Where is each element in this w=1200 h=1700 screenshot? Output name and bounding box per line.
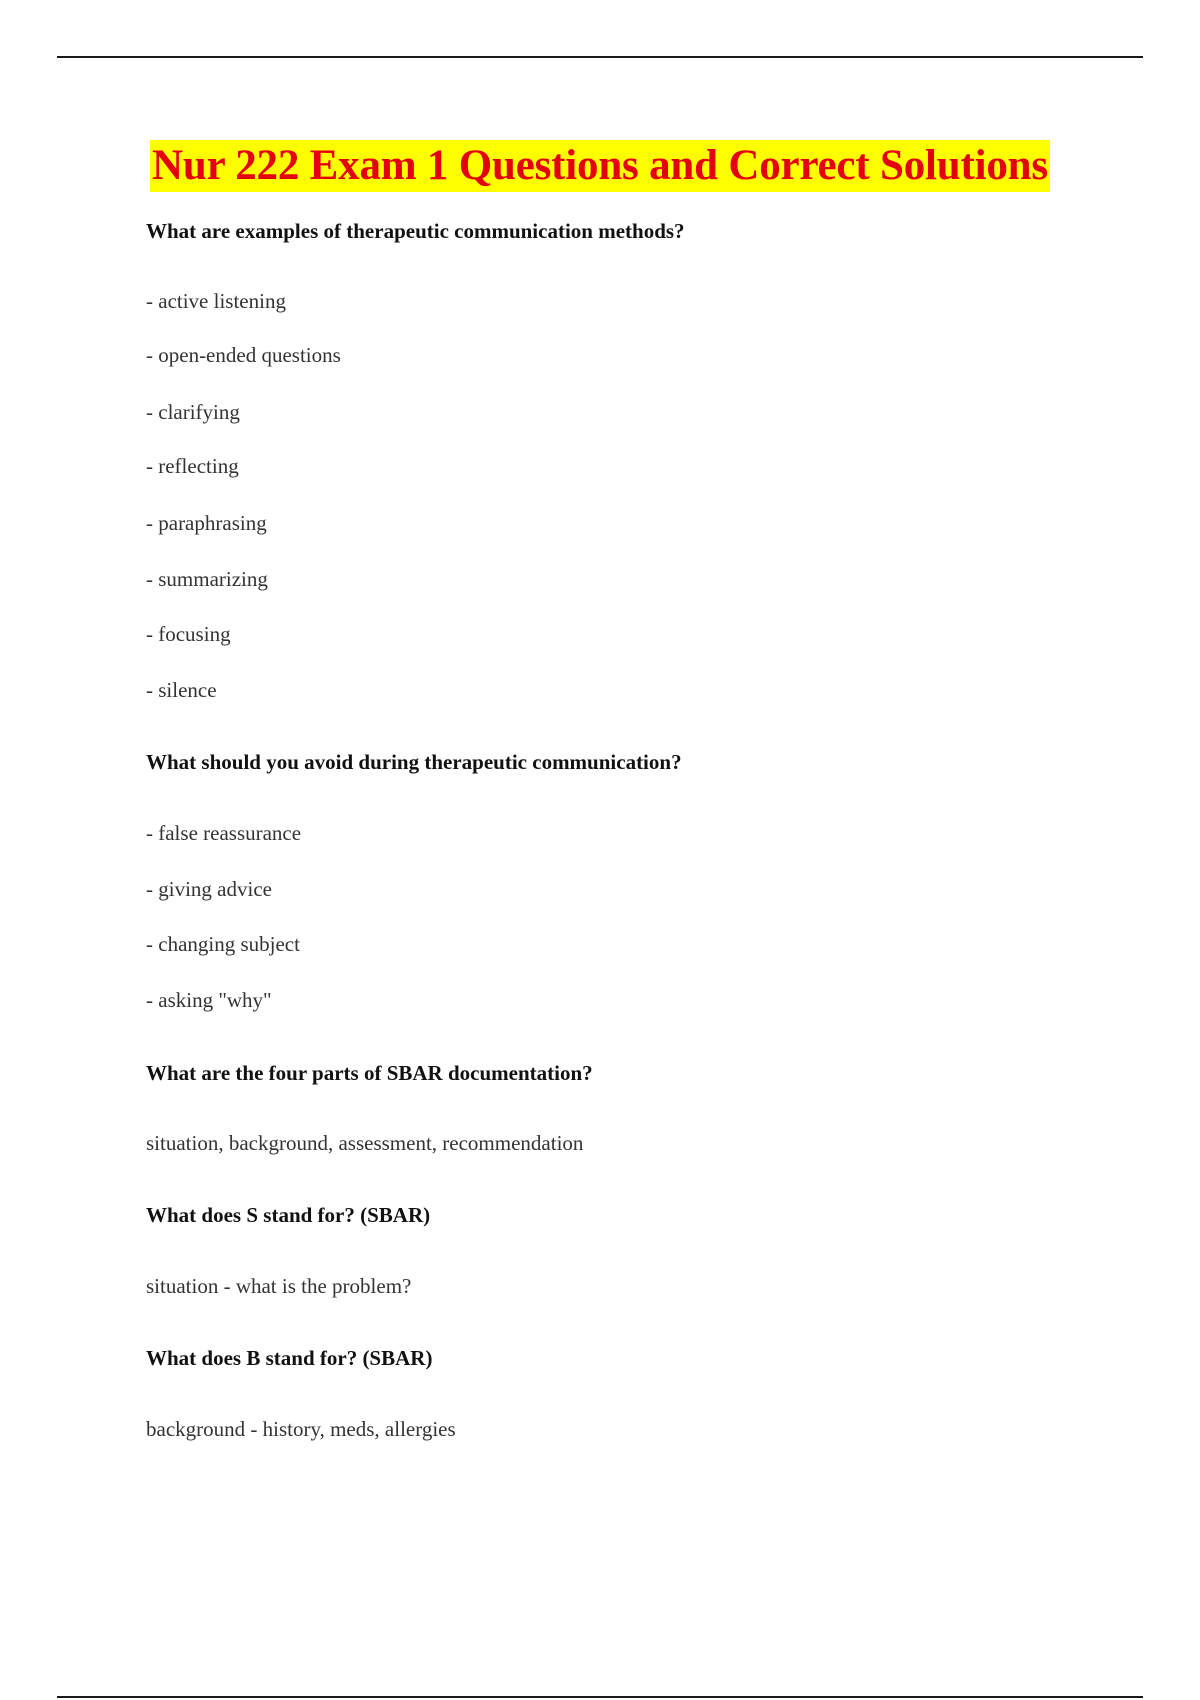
answer-1-7: - focusing: [146, 622, 231, 646]
answer-1-3: - clarifying: [146, 400, 240, 424]
answer-2-4: - asking "why": [146, 988, 272, 1012]
question-4: What does S stand for? (SBAR): [146, 1203, 431, 1227]
answer-2-3: - changing subject: [146, 932, 300, 956]
answer-1-6: - summarizing: [146, 567, 268, 591]
question-2: What should you avoid during therapeutic communication?: [146, 750, 682, 774]
top-divider: [57, 56, 1143, 58]
answer-2-2: - giving advice: [146, 877, 272, 901]
question-3: What are the four parts of SBAR documentation?: [146, 1061, 593, 1085]
answer-1-4: - reflecting: [146, 454, 239, 478]
answer-1-2: - open-ended questions: [146, 343, 341, 367]
document-title: Nur 222 Exam 1 Questions and Correct Solutions: [150, 140, 1050, 192]
answer-5-1: background - history, meds, allergies: [146, 1417, 456, 1441]
answer-3-1: situation, background, assessment, recommendation: [146, 1131, 584, 1155]
answer-4-1: situation - what is the problem?: [146, 1274, 412, 1298]
answer-1-8: - silence: [146, 678, 217, 702]
answer-1-5: - paraphrasing: [146, 511, 267, 535]
answer-2-1: - false reassurance: [146, 821, 302, 845]
bottom-divider: [57, 1696, 1143, 1698]
question-1: What are examples of therapeutic communication methods?: [146, 219, 685, 243]
document-body: [146, 140, 1106, 1441]
question-5: What does B stand for? (SBAR): [146, 1346, 433, 1370]
answer-1-1: - active listening: [146, 289, 286, 313]
